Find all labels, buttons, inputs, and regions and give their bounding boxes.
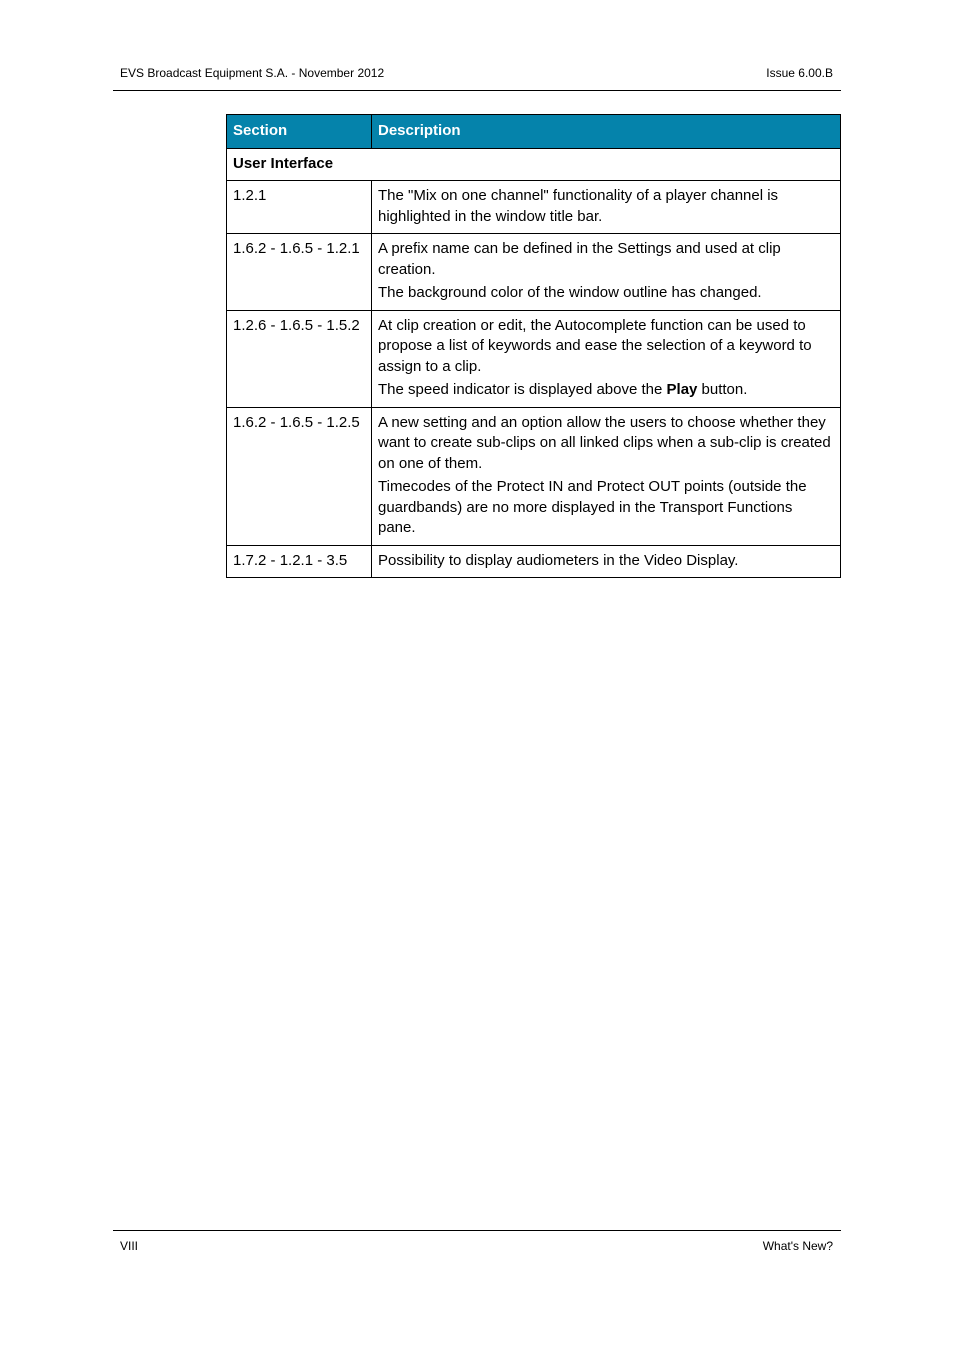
page-number: VIII: [120, 1239, 139, 1253]
table-row: [227, 234, 841, 311]
page-footer: [113, 1230, 841, 1261]
description-cell: [372, 181, 841, 234]
description-paragraph: At clip creation or edit, the Autocomplete function can be used to propose a list of keywords and ease the selection of a keyword to assign to a clip.: [378, 316, 812, 375]
description-cell: [372, 545, 841, 578]
table-header-row: [227, 115, 841, 149]
description-cell: [372, 407, 841, 545]
whats-new-table: [226, 114, 841, 578]
column-header-description: Description: [372, 115, 841, 149]
description-cell: [372, 234, 841, 311]
description-paragraph: A prefix name can be defined in the Settings and used at clip creation.: [378, 240, 781, 278]
page-header: [113, 64, 841, 91]
section-cell: 1.2.6 - 1.6.5 - 1.5.2: [227, 310, 372, 407]
header-publisher: EVS Broadcast Equipment S.A. - November 2012: [120, 66, 385, 80]
column-header-section: Section: [227, 115, 372, 149]
table-row: [227, 181, 841, 234]
description-paragraph: The background color of the window outline has changed.: [378, 284, 762, 301]
description-cell: [372, 310, 841, 407]
chapter-title: What's New?: [762, 1239, 833, 1253]
section-cell: 1.6.2 - 1.6.5 - 1.2.1: [227, 234, 372, 311]
section-cell: 1.2.1: [227, 181, 372, 234]
description-text: button.: [697, 381, 748, 398]
header-issue: Issue 6.00.B: [766, 66, 833, 80]
group-label-user-interface: User Interface: [227, 148, 841, 181]
table-row: [227, 310, 841, 407]
description-paragraph: [378, 380, 834, 401]
play-button-reference: Play: [666, 381, 698, 398]
table-row: [227, 545, 841, 578]
description-paragraph: Timecodes of the Protect IN and Protect OUT points (outside the guardbands) are no more displayed in the Transport Functions pane.: [378, 478, 807, 536]
table-row: [227, 407, 841, 545]
table-group-row: [227, 148, 841, 181]
section-cell: 1.7.2 - 1.2.1 - 3.5: [227, 545, 372, 578]
section-cell: 1.6.2 - 1.6.5 - 1.2.5: [227, 407, 372, 545]
description-paragraph: A new setting and an option allow the users to choose whether they want to create sub-clips on all linked clips when a sub-clip is created on one of them.: [378, 413, 831, 472]
description-paragraph: Possibility to display audiometers in the Video Display.: [378, 551, 739, 569]
description-text: The speed indicator is displayed above the: [378, 381, 667, 398]
description-paragraph: The "Mix on one channel" functionality of a player channel is highlighted in the window title bar.: [378, 187, 779, 225]
